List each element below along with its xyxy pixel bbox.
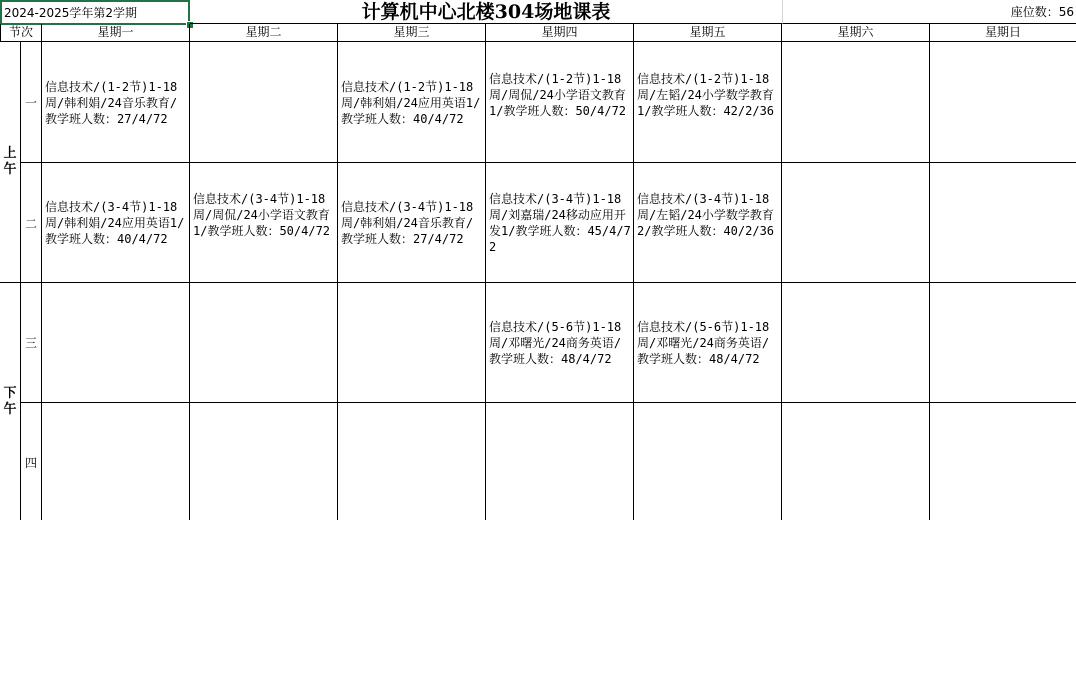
- course-cell-p3-thu[interactable]: 信息技术/(5-6节)1-18周/邓曙光/24商务英语/教学班人数：48/4/72: [489, 320, 622, 366]
- semester-cell[interactable]: 2024-2025学年第2学期: [0, 0, 190, 25]
- course-cell-p1-fri[interactable]: 信息技术/(1-2节)1-18周/左韬/24小学数学教育1/教学班人数：42/2/36: [637, 72, 775, 118]
- grid-hline: [20, 162, 1076, 163]
- col-header-sun: 星期日: [930, 24, 1076, 42]
- course-cell-p2-wed[interactable]: 信息技术/(3-4节)1-18周/韩利娟/24音乐教育/教学班人数：27/4/72: [341, 200, 474, 246]
- course-cell-p2-fri[interactable]: 信息技术/(3-4节)1-18周/左韬/24小学数学教育2/教学班人数：40/2/36: [637, 192, 775, 238]
- course-cell-p2-tue[interactable]: 信息技术/(3-4节)1-18周/周侃/24小学语文教育1/教学班人数：50/4/72: [193, 192, 331, 238]
- half-label-afternoon: [0, 386, 20, 418]
- course-cell-p3-fri[interactable]: 信息技术/(5-6节)1-18周/邓曙光/24商务英语/教学班人数：48/4/72: [637, 320, 770, 366]
- course-cell-p2-thu[interactable]: 信息技术/(3-4节)1-18周/刘嘉瑞/24移动应用开发1/教学班人数：45/4/72: [489, 192, 631, 254]
- col-header-section: 节次: [0, 24, 42, 42]
- col-header-wed: 星期三: [338, 24, 486, 42]
- col-header-tue: 星期二: [190, 24, 338, 42]
- course-cell-p1-thu[interactable]: 信息技术/(1-2节)1-18周/周侃/24小学语文教育1/教学班人数：50/4/72: [489, 72, 627, 118]
- grid-hline: [20, 402, 1076, 403]
- period-label-2: 二: [24, 217, 37, 231]
- period-label-3: 三: [24, 336, 37, 350]
- half-afternoon-text: 下午: [3, 386, 17, 417]
- period-label-4: 四: [24, 456, 37, 470]
- course-cell-p1-mon[interactable]: 信息技术/(1-2节)1-18周/韩利娟/24音乐教育/教学班人数：27/4/72: [45, 80, 178, 126]
- col-header-fri: 星期五: [634, 24, 782, 42]
- course-cell-p1-wed[interactable]: 信息技术/(1-2节)1-18周/韩利娟/24应用英语1/教学班人数：40/4/72: [341, 80, 481, 126]
- grid-vline: [781, 42, 782, 520]
- col-header-mon: 星期一: [42, 24, 190, 42]
- half-morning-text: 上午: [3, 146, 17, 177]
- grid-vline: [189, 42, 190, 520]
- col-header-sat: 星期六: [782, 24, 930, 42]
- course-cell-p2-mon[interactable]: 信息技术/(3-4节)1-18周/韩利娟/24应用英语1/教学班人数：40/4/72: [45, 200, 185, 246]
- period-label-1: 一: [24, 96, 37, 110]
- grid-hline: [0, 282, 1076, 283]
- page-title: 计算机中心北楼304场地课表: [190, 0, 782, 24]
- grid-vline: [20, 42, 21, 520]
- col-header-thu: 星期四: [486, 24, 634, 42]
- grid-vline: [929, 42, 930, 520]
- seat-count: 座位数：56: [782, 0, 1076, 24]
- half-label-morning: [0, 146, 20, 178]
